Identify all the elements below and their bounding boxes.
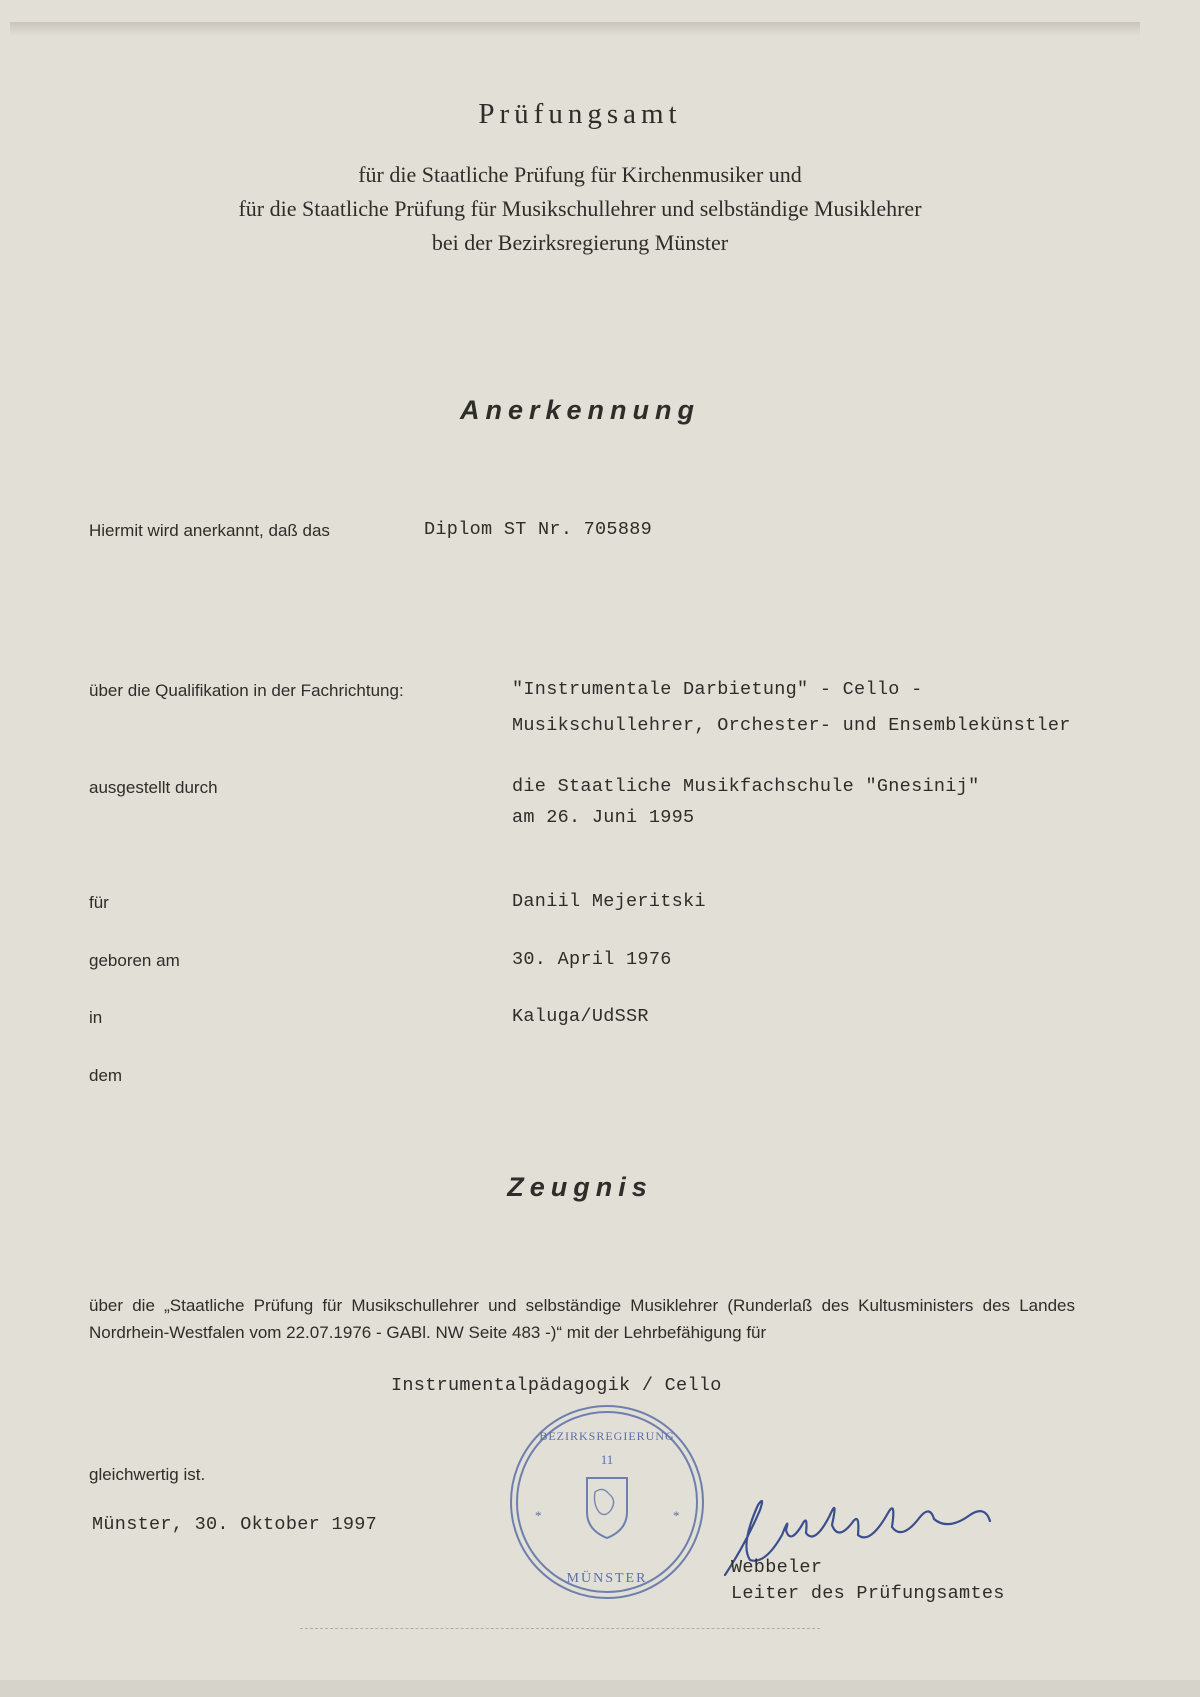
office-subtitle-line-1: für die Staatliche Prüfung für Kirchenmusiker und [358,162,802,187]
issuer-line-1: die Staatliche Musikfachschule "Gnesinij" [512,776,980,797]
for-label: für [89,893,109,912]
qualification-line-1: "Instrumentale Darbietung" - Cello - [512,679,923,700]
bottom-divider [300,1628,820,1629]
coat-of-arms-icon [587,1478,627,1538]
dem-label: dem [89,1066,123,1085]
issuer-line-2: am 26. Juni 1995 [512,807,695,828]
scan-shadow [10,22,1140,36]
stamp-star-left: * [535,1508,542,1523]
office-subtitle-line-2: für die Staatliche Prüfung für Musikschullehrer und selbständige Musiklehrer [238,196,922,221]
birth-place: Kaluga/UdSSR [512,1006,649,1027]
in-label: in [89,1008,103,1027]
stamp-star-right: * [673,1508,680,1523]
horse-emblem-icon [595,1489,614,1514]
intro-label: Hiermit wird anerkannt, daß das [89,521,330,540]
birth-date: 30. April 1976 [512,949,672,970]
signer-title: Leiter des Prüfungsamtes [731,1583,1005,1604]
stamp-text-bottom: MÜNSTER [566,1571,648,1586]
qualification-line-2: Musikschullehrer, Orchester- und Ensemblekünstler [512,715,1071,736]
official-stamp [505,1400,710,1605]
office-subtitle-line-3: bei der Bezirksregierung Münster [431,230,729,255]
stamp-number: 11 [600,1452,614,1467]
holder-name: Daniil Mejeritski [512,891,706,912]
equivalent-text: gleichwertig ist. [89,1465,206,1484]
teaching-subject: Instrumentalpädagogik / Cello [391,1375,722,1396]
stamp-text-top: BEZIRKSREGIERUNG [539,1429,675,1443]
place-and-date: Münster, 30. Oktober 1997 [92,1514,378,1535]
signer-name: Webbeler [731,1557,823,1578]
diploma-number: Diplom ST Nr. 705889 [424,519,653,540]
heading-anerkennung: Anerkennung [459,395,700,425]
exam-paragraph: über die „Staatliche Prüfung für Musikschullehrer und selbständige Musiklehrer (Runderlaß des Kultusministers des Landes Nordrhein-Westfalen vom 22.07.1976 - GABl. NW Seite 483 -)“ mit der Lehrbefähigung für [89,1296,1075,1342]
qualification-label: über die Qualifikation in der Fachrichtung: [89,681,404,700]
born-label: geboren am [89,951,180,970]
office-title: Prüfungsamt [478,98,682,130]
heading-zeugnis: Zeugnis [507,1172,653,1202]
issued-label: ausgestellt durch [89,778,218,797]
scan-edge [0,1680,1200,1697]
